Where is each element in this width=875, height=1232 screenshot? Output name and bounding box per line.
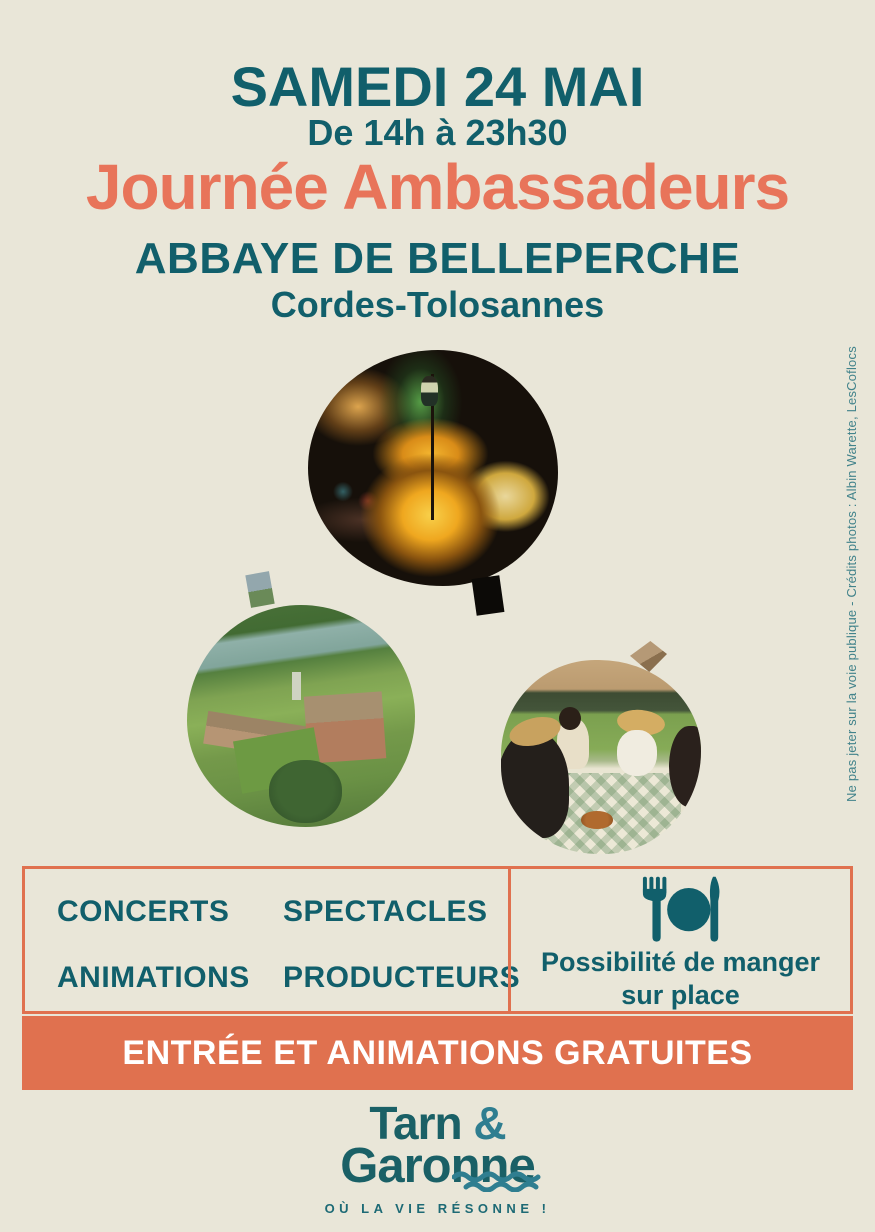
picnic-person-shape — [617, 730, 657, 777]
picnic-person-shape — [559, 707, 581, 730]
picnic-person-shape — [501, 730, 569, 839]
abbey-tree-shape — [269, 760, 342, 822]
fork-plate-knife-icon — [637, 875, 725, 944]
highlight-item: ANIMATIONS — [57, 961, 250, 994]
logo-tagline: OÙ LA VIE RÉSONNE ! — [324, 1201, 551, 1216]
performer-silhouette — [421, 376, 438, 406]
credits-note: Ne pas jeter sur la voie publique - Crédits photos : Albin Warette, LesCoflocs — [844, 346, 859, 802]
food-panel — [508, 869, 850, 1011]
free-entry-banner: ENTRÉE ET ANIMATIONS GRATUITES — [22, 1016, 853, 1090]
wave-icon — [452, 1170, 544, 1192]
picnic-photo — [501, 660, 701, 854]
info-box — [22, 866, 853, 1014]
logo-name-line2: Garonne — [340, 1139, 535, 1193]
abbey-tower-shape — [292, 672, 301, 701]
dark-fragment-photo — [472, 575, 505, 616]
event-date: SAMEDI 24 MAI — [230, 55, 645, 118]
event-venue: ABBAYE DE BELLEPERCHE — [134, 234, 741, 283]
pie-shape — [581, 811, 613, 828]
logo-ampersand: & — [473, 1097, 506, 1149]
logo-name-main: Tarn — [369, 1097, 462, 1149]
tarn-garonne-logo — [0, 1097, 875, 1216]
event-city: Cordes-Tolosannes — [270, 284, 605, 325]
abbey-aerial-photo — [187, 605, 415, 827]
highlight-item: SPECTACLES — [283, 895, 488, 928]
food-note: Possibilité de manger sur place — [540, 947, 821, 1010]
fire-show-photo — [308, 350, 558, 586]
highlight-item: PRODUCTEURS — [283, 961, 521, 994]
highlights-list — [25, 869, 521, 1011]
landscape-fragment-photo — [245, 571, 274, 608]
event-title: Journée Ambassadeurs — [85, 151, 790, 223]
highlight-item: CONCERTS — [57, 895, 230, 928]
event-time: De 14h à 23h30 — [307, 112, 568, 153]
